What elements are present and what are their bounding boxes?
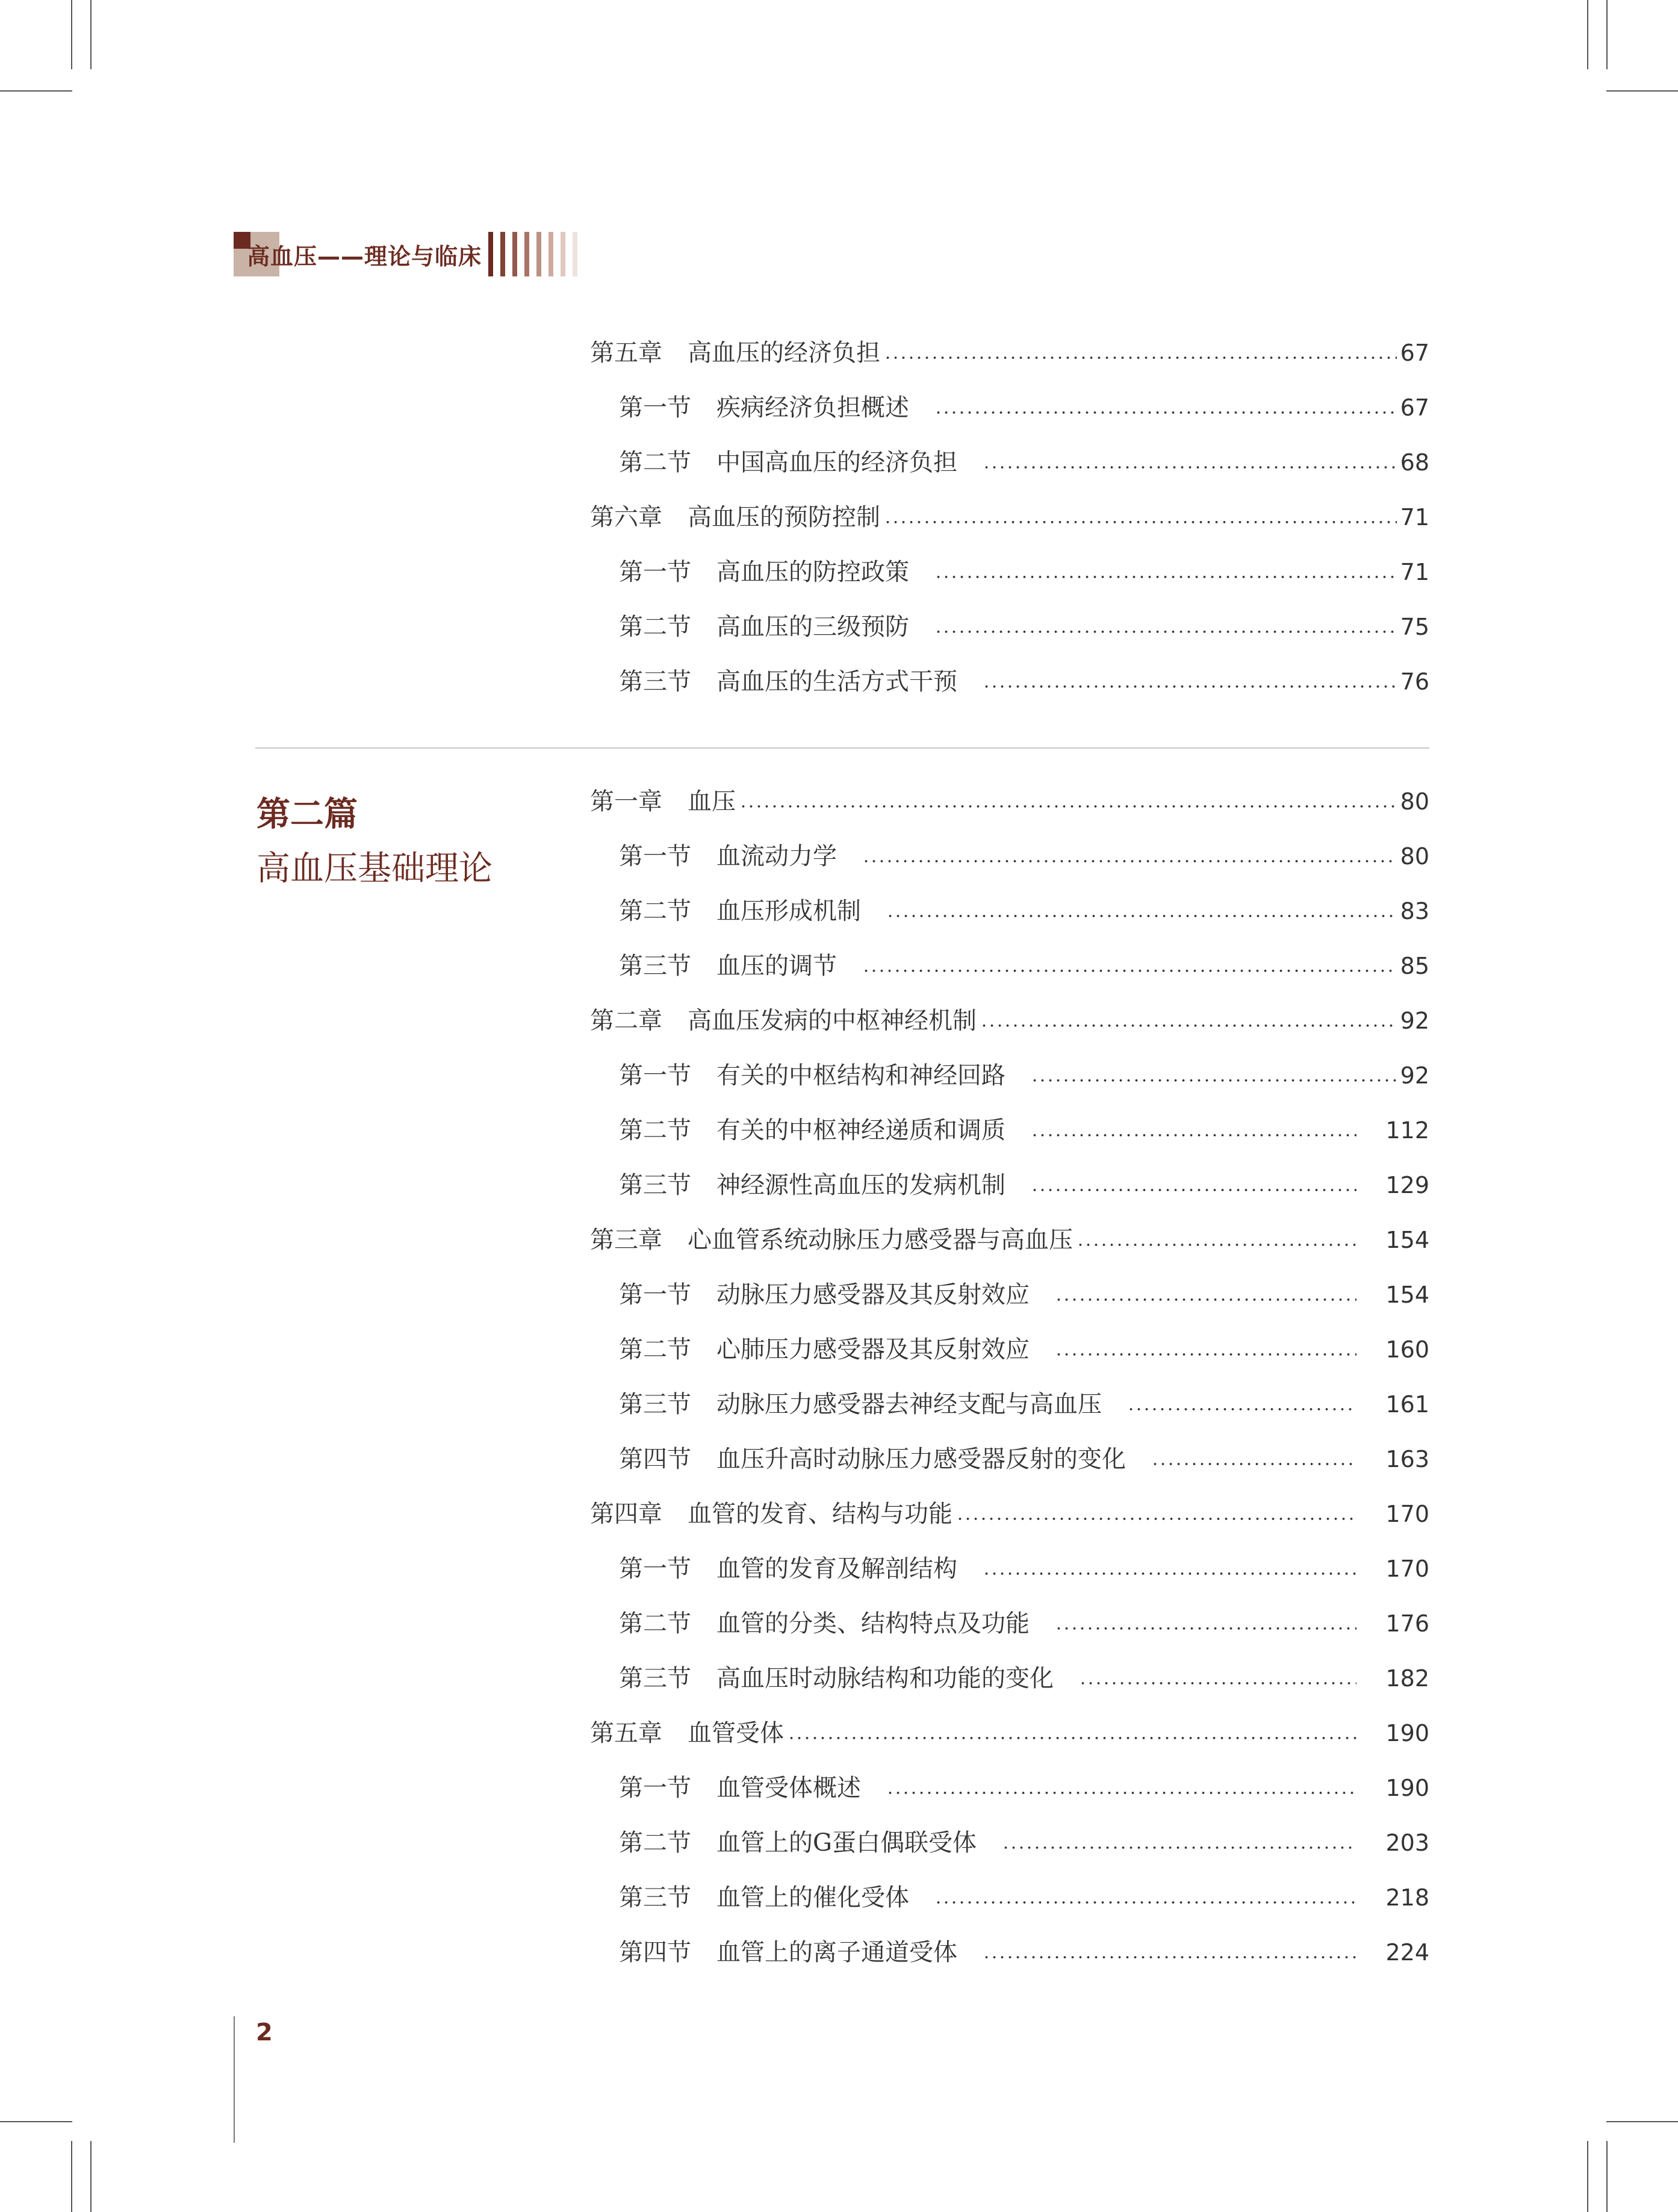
toc-entry-page: 161 — [1385, 1391, 1429, 1418]
dot-leader — [886, 1790, 1356, 1796]
crop-mark — [1606, 90, 1678, 92]
toc-entry-title: 高血压的防控政策 — [716, 558, 909, 586]
dot-leader — [788, 1735, 1356, 1741]
toc-entry-page: 68 — [1400, 449, 1429, 476]
toc-entry-number: 第四章 — [590, 1500, 662, 1528]
toc-entry-number: 第三章 — [590, 1226, 662, 1254]
toc-entry-number: 第一节 — [619, 1062, 691, 1089]
dot-leader — [884, 355, 1397, 361]
toc-entry-number: 第三节 — [619, 1171, 691, 1199]
toc-entry-title: 动脉压力感受器去神经支配与高血压 — [716, 1391, 1102, 1418]
toc-entry-number: 第一节 — [619, 558, 691, 586]
dot-leader — [983, 464, 1397, 470]
toc-entry-number: 第一节 — [619, 1555, 691, 1583]
toc-section-entry[interactable] — [590, 1933, 1429, 1988]
crop-mark — [1587, 0, 1588, 69]
toc-chapter-entry[interactable] — [590, 1221, 1429, 1276]
dot-leader — [1031, 1187, 1356, 1193]
toc-entry-page: 160 — [1385, 1336, 1429, 1363]
toc-section-entry[interactable] — [590, 1604, 1429, 1659]
dot-leader — [1055, 1297, 1356, 1303]
toc-entry-title: 中国高血压的经济负担 — [716, 449, 957, 476]
toc-entry-page: 218 — [1385, 1884, 1429, 1911]
toc-entry-title: 血压的调节 — [716, 952, 837, 980]
crop-mark — [71, 0, 72, 69]
dot-leader — [983, 1954, 1356, 1960]
dot-leader — [934, 629, 1397, 635]
crop-mark — [1606, 0, 1608, 69]
dot-leader — [934, 574, 1397, 580]
toc-entry-page: 67 — [1400, 394, 1429, 421]
toc-entry-title: 高血压的生活方式干预 — [716, 668, 957, 696]
toc-section-entry[interactable] — [590, 1056, 1429, 1111]
toc-entry-page: 176 — [1385, 1610, 1429, 1637]
toc-entry-number: 第五章 — [590, 339, 662, 367]
toc-entry-title: 高血压发病的中枢神经机制 — [688, 1007, 977, 1035]
toc-entry-page: 154 — [1385, 1282, 1429, 1308]
toc-entry-title: 血管的发育、结构与功能 — [688, 1500, 952, 1528]
toc-entry-page: 170 — [1385, 1556, 1429, 1582]
toc-entry-page: 170 — [1385, 1501, 1429, 1527]
toc-entry-number: 第一章 — [590, 788, 662, 815]
dot-leader — [1127, 1406, 1356, 1412]
toc-entry-number: 第三节 — [619, 1391, 691, 1418]
toc-section-entry[interactable] — [590, 947, 1429, 1002]
toc-entry-page: 71 — [1400, 504, 1429, 531]
toc-entry-title: 血流动力学 — [716, 843, 837, 870]
toc-chapter-entry[interactable] — [590, 1495, 1429, 1550]
toc-entry-page: 203 — [1385, 1830, 1429, 1856]
crop-mark — [1606, 2141, 1608, 2212]
part-label: 第二篇 — [256, 795, 358, 834]
page-number: 2 — [256, 2019, 273, 2046]
dot-leader — [983, 1571, 1356, 1577]
toc-chapter-entry[interactable] — [590, 1714, 1429, 1769]
dot-leader — [1002, 1845, 1357, 1851]
dot-leader — [1031, 1132, 1356, 1138]
dot-leader — [934, 1899, 1356, 1905]
toc-entry-title: 血管上的离子通道受体 — [716, 1939, 957, 1966]
toc-lower — [590, 782, 1429, 1988]
toc-entry-number: 第二节 — [619, 1336, 691, 1363]
toc-entry-title: 血管的分类、结构特点及功能 — [716, 1610, 1030, 1637]
crop-mark — [1606, 2121, 1678, 2122]
toc-entry-page: 112 — [1385, 1117, 1429, 1144]
dot-leader — [934, 410, 1397, 416]
toc-entry-title: 血管上的G蛋白偶联受体 — [716, 1829, 977, 1857]
toc-section-entry[interactable] — [590, 1166, 1429, 1221]
toc-section-entry[interactable] — [590, 1385, 1429, 1440]
toc-section-entry[interactable] — [590, 1550, 1429, 1604]
toc-upper — [590, 334, 1429, 717]
dot-leader — [862, 968, 1397, 974]
toc-chapter-entry[interactable] — [590, 498, 1429, 553]
toc-entry-title: 高血压的三级预防 — [716, 613, 909, 641]
toc-section-entry[interactable] — [590, 1111, 1429, 1166]
toc-entry-number: 第二节 — [619, 1117, 691, 1144]
toc-entry-page: 80 — [1400, 788, 1429, 815]
toc-entry-title: 有关的中枢结构和神经回路 — [716, 1062, 1005, 1089]
toc-entry-page: 67 — [1400, 340, 1429, 366]
toc-entry-title: 疾病经济负担概述 — [716, 394, 909, 422]
toc-entry-title: 有关的中枢神经递质和调质 — [716, 1117, 1005, 1144]
toc-entry-number: 第五章 — [590, 1719, 662, 1747]
toc-entry-page: 154 — [1385, 1227, 1429, 1253]
toc-section-entry[interactable] — [590, 388, 1429, 443]
toc-entry-title: 血压升高时动脉压力感受器反射的变化 — [716, 1445, 1126, 1473]
toc-entry-title: 血管受体 — [688, 1719, 784, 1747]
toc-entry-number: 第一节 — [619, 1281, 691, 1309]
toc-entry-number: 第六章 — [590, 503, 662, 531]
book-title: 高血压——理论与临床 — [247, 243, 482, 270]
toc-section-entry[interactable] — [590, 892, 1429, 947]
toc-entry-page: 129 — [1385, 1172, 1429, 1198]
dot-leader — [884, 519, 1397, 525]
dot-leader — [739, 803, 1397, 809]
toc-entry-title: 血管受体概述 — [716, 1774, 861, 1802]
toc-section-entry[interactable] — [590, 1878, 1429, 1933]
crop-mark — [0, 90, 72, 92]
toc-section-entry[interactable] — [590, 1276, 1429, 1330]
toc-entry-page: 92 — [1400, 1008, 1429, 1034]
toc-entry-number: 第一节 — [619, 843, 691, 870]
toc-section-entry[interactable] — [590, 837, 1429, 892]
toc-entry-page: 163 — [1385, 1446, 1429, 1472]
toc-entry-number: 第三节 — [619, 1884, 691, 1911]
toc-entry-number: 第二章 — [590, 1007, 662, 1035]
crop-mark — [90, 0, 92, 69]
toc-entry-title: 血压形成机制 — [716, 897, 861, 925]
toc-entry-title: 动脉压力感受器及其反射效应 — [716, 1281, 1030, 1309]
toc-entry-title: 血管的发育及解剖结构 — [716, 1555, 957, 1583]
toc-entry-page: 83 — [1400, 898, 1429, 924]
toc-chapter-entry[interactable] — [590, 782, 1429, 837]
toc-entry-number: 第四节 — [619, 1939, 691, 1966]
crop-mark — [90, 2141, 92, 2212]
dot-leader — [983, 684, 1397, 690]
toc-section-entry[interactable] — [590, 662, 1429, 717]
crop-mark — [71, 2141, 72, 2212]
dot-leader — [980, 1023, 1397, 1029]
dot-leader — [862, 858, 1397, 864]
toc-section-entry[interactable] — [590, 1769, 1429, 1824]
toc-entry-number: 第二节 — [619, 449, 691, 476]
toc-entry-title: 神经源性高血压的发病机制 — [716, 1171, 1005, 1199]
toc-section-entry[interactable] — [590, 1330, 1429, 1385]
toc-entry-title: 高血压的预防控制 — [688, 503, 880, 531]
dot-leader — [956, 1516, 1356, 1522]
toc-section-entry[interactable] — [590, 1440, 1429, 1495]
toc-entry-number: 第一节 — [619, 1774, 691, 1802]
toc-entry-number: 第三节 — [619, 668, 691, 696]
section-divider — [255, 747, 1429, 749]
crop-mark — [1587, 2141, 1588, 2212]
toc-section-entry[interactable] — [590, 553, 1429, 608]
dot-leader — [1055, 1351, 1356, 1357]
toc-entry-title: 血管上的催化受体 — [716, 1884, 909, 1911]
toc-chapter-entry[interactable] — [590, 334, 1429, 388]
toc-section-entry[interactable] — [590, 443, 1429, 498]
toc-entry-title: 高血压时动脉结构和功能的变化 — [716, 1665, 1054, 1692]
toc-chapter-entry[interactable] — [590, 1002, 1429, 1056]
toc-entry-number: 第四节 — [619, 1445, 691, 1473]
toc-entry-page: 92 — [1400, 1062, 1429, 1089]
dot-leader — [1031, 1077, 1397, 1083]
toc-entry-page: 76 — [1400, 668, 1429, 695]
toc-entry-number: 第三节 — [619, 1665, 691, 1692]
toc-entry-page: 80 — [1400, 843, 1429, 870]
toc-entry-page: 190 — [1385, 1775, 1429, 1801]
toc-entry-page: 75 — [1400, 614, 1429, 640]
part-title: 高血压基础理论 — [256, 849, 493, 888]
toc-entry-page: 190 — [1385, 1720, 1429, 1746]
toc-entry-page: 71 — [1400, 559, 1429, 585]
dot-leader — [1077, 1242, 1356, 1248]
toc-entry-title: 心血管系统动脉压力感受器与高血压 — [688, 1226, 1073, 1254]
dot-leader — [1055, 1625, 1356, 1631]
dot-leader — [1079, 1680, 1356, 1686]
toc-entry-page: 85 — [1400, 953, 1429, 979]
toc-entry-page: 224 — [1385, 1939, 1429, 1966]
toc-entry-page: 182 — [1385, 1665, 1429, 1692]
toc-entry-title: 高血压的经济负担 — [688, 339, 880, 367]
toc-entry-number: 第一节 — [619, 394, 691, 422]
crop-mark — [0, 2121, 72, 2122]
toc-section-entry[interactable] — [590, 608, 1429, 662]
toc-section-entry[interactable] — [590, 1824, 1429, 1878]
toc-section-entry[interactable] — [590, 1659, 1429, 1714]
toc-entry-title: 心肺压力感受器及其反射效应 — [716, 1336, 1030, 1363]
toc-entry-number: 第二节 — [619, 1829, 691, 1857]
toc-entry-number: 第三节 — [619, 952, 691, 980]
toc-entry-number: 第二节 — [619, 897, 691, 925]
toc-entry-number: 第二节 — [619, 1610, 691, 1637]
toc-entry-number: 第二节 — [619, 613, 691, 641]
dot-leader — [886, 913, 1397, 919]
folio-rule — [234, 2016, 235, 2143]
dot-leader — [1151, 1461, 1356, 1467]
toc-entry-title: 血压 — [688, 788, 736, 815]
